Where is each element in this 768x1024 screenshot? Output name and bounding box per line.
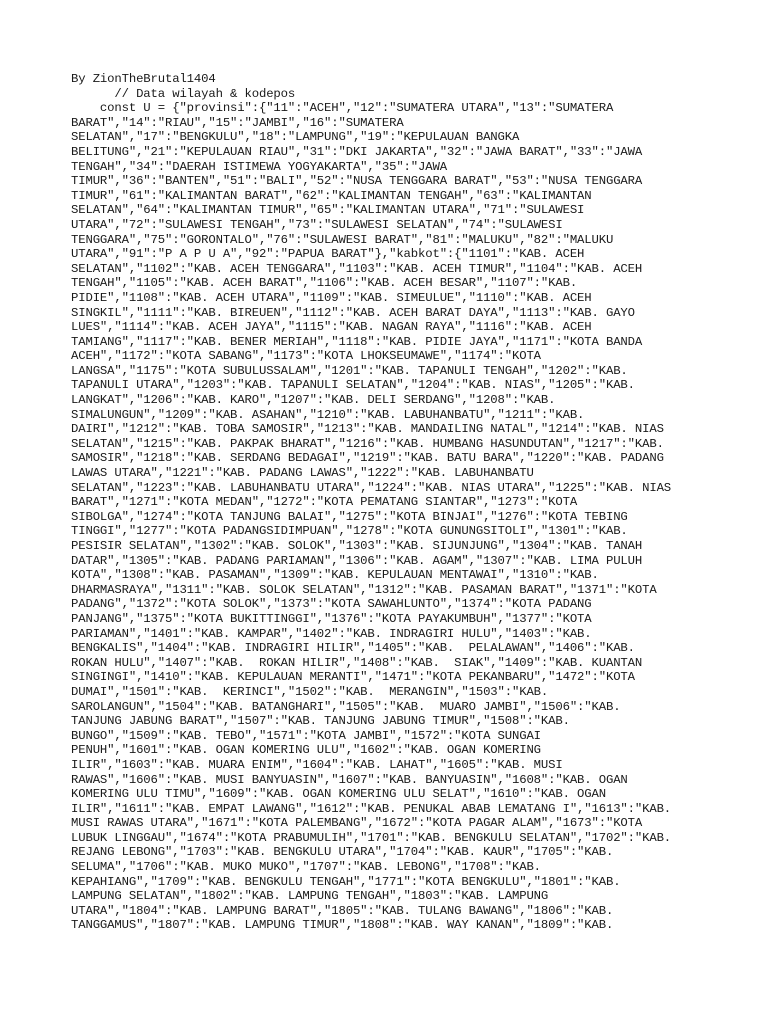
document-page — [71, 72, 711, 933]
code-line: KOTA","1308":"KAB. PASAMAN","1309":"KAB. KEPULAUAN MENTAWAI","1310":"KAB. — [71, 568, 599, 583]
code-comment: // Data wilayah & kodepos — [71, 86, 296, 101]
code-line: KOMERING ULU TIMU","1609":"KAB. OGAN KOMERING ULU SELAT","1610":"KAB. OGAN — [71, 787, 606, 802]
code-line: DAIRI","1212":"KAB. TOBA SAMOSIR","1213":"KAB. MANDAILING NATAL","1214":"KAB. NIAS — [71, 422, 664, 437]
code-line: SELATAN","64":"KALIMANTAN TIMUR","65":"KALIMANTAN UTARA","71":"SULAWESI — [71, 203, 585, 218]
code-line: BENGKALIS","1404":"KAB. INDRAGIRI HILIR","1405":"KAB. PELALAWAN","1406":"KAB. — [71, 641, 635, 656]
code-line: BARAT","1271":"KOTA MEDAN","1272":"KOTA PEMATANG SIANTAR","1273":"KOTA — [71, 495, 578, 510]
code-line: SAROLANGUN","1504":"KAB. BATANGHARI","1505":"KAB. MUARO JAMBI","1506":"KAB. — [71, 699, 621, 714]
code-line: const U = {"provinsi":{"11":"ACEH","12":"SUMATERA UTARA","13":"SUMATERA — [71, 101, 614, 116]
code-line: PIDIE","1108":"KAB. ACEH UTARA","1109":"KAB. SIMEULUE","1110":"KAB. ACEH — [71, 290, 592, 305]
code-line: SELATAN","1215":"KAB. PAKPAK BHARAT","1216":"KAB. HUMBANG HASUNDUTAN","1217":"KAB. — [71, 436, 664, 451]
code-line: LUES","1114":"KAB. ACEH JAYA","1115":"KAB. NAGAN RAYA","1116":"KAB. ACEH — [71, 320, 592, 335]
code-line: LAMPUNG SELATAN","1802":"KAB. LAMPUNG TENGAH","1803":"KAB. LAMPUNG — [71, 889, 549, 904]
code-line: LAWAS UTARA","1221":"KAB. PADANG LAWAS","1222":"KAB. LABUHANBATU — [71, 466, 534, 481]
code-line: UTARA","91":"P A P U A","92":"PAPUA BARAT"},"kabkot":{"1101":"KAB. ACEH — [71, 247, 585, 262]
code-line: DHARMASRAYA","1311":"KAB. SOLOK SELATAN","1312":"KAB. PASAMAN BARAT","1371":"KOTA — [71, 582, 657, 597]
code-line: DATAR","1305":"KAB. PADANG PARIAMAN","1306":"KAB. AGAM","1307":"KAB. LIMA PULUH — [71, 553, 643, 568]
code-line: PADANG","1372":"KOTA SOLOK","1373":"KOTA SAWAHLUNTO","1374":"KOTA PADANG — [71, 597, 592, 612]
code-line: UTARA","72":"SULAWESI TENGAH","73":"SULAWESI SELATAN","74":"SULAWESI — [71, 217, 563, 232]
code-line: TINGGI","1277":"KOTA PADANGSIDIMPUAN","1278":"KOTA GUNUNGSITOLI","1301":"KAB. — [71, 524, 628, 539]
code-line: SELATAN","1223":"KAB. LABUHANBATU UTARA","1224":"KAB. NIAS UTARA","1225":"KAB. NIAS — [71, 480, 672, 495]
code-line: ILIR","1611":"KAB. EMPAT LAWANG","1612":"KAB. PENUKAL ABAB LEMATANG I","1613":"KAB. — [71, 801, 672, 816]
code-line: MUSI RAWAS UTARA","1671":"KOTA PALEMBANG","1672":"KOTA PAGAR ALAM","1673":"KOTA — [71, 816, 643, 831]
code-line: SAMOSIR","1218":"KAB. SERDANG BEDAGAI","1219":"KAB. BATU BARA","1220":"KAB. PADANG — [71, 451, 664, 466]
code-line: UTARA","1804":"KAB. LAMPUNG BARAT","1805":"KAB. TULANG BAWANG","1806":"KAB. — [71, 903, 614, 918]
code-line: ILIR","1603":"KAB. MUARA ENIM","1604":"KAB. LAHAT","1605":"KAB. MUSI — [71, 757, 563, 772]
code-line: BUNGO","1509":"KAB. TEBO","1571":"KOTA JAMBI","1572":"KOTA SUNGAI — [71, 728, 541, 743]
code-line: RAWAS","1606":"KAB. MUSI BANYUASIN","1607":"KAB. BANYUASIN","1608":"KAB. OGAN — [71, 772, 628, 787]
code-line: LANGKAT","1206":"KAB. KARO","1207":"KAB. DELI SERDANG","1208":"KAB. — [71, 393, 556, 408]
code-line: TANGGAMUS","1807":"KAB. LAMPUNG TIMUR","1808":"KAB. WAY KANAN","1809":"KAB. — [71, 918, 614, 933]
code-line: PANJANG","1375":"KOTA BUKITTINGGI","1376":"KOTA PAYAKUMBUH","1377":"KOTA — [71, 611, 592, 626]
code-line: SIMALUNGUN","1209":"KAB. ASAHAN","1210":"KAB. LABUHANBATU","1211":"KAB. — [71, 407, 585, 422]
code-line: BELITUNG","21":"KEPULAUAN RIAU","31":"DKI JAKARTA","32":"JAWA BARAT","33":"JAWA — [71, 144, 643, 159]
code-line: SINGKIL","1111":"KAB. BIREUEN","1112":"KAB. ACEH BARAT DAYA","1113":"KAB. GAYO — [71, 305, 635, 320]
code-line: TENGGARA","75":"GORONTALO","76":"SULAWESI BARAT","81":"MALUKU","82":"MALUKU — [71, 232, 614, 247]
code-line: KEPAHIANG","1709":"KAB. BENGKULU TENGAH","1771":"KOTA BENGKULU","1801":"KAB. — [71, 874, 621, 889]
code-line: ROKAN HULU","1407":"KAB. ROKAN HILIR","1408":"KAB. SIAK","1409":"KAB. KUANTAN — [71, 655, 643, 670]
code-line: PENUH","1601":"KAB. OGAN KOMERING ULU","1602":"KAB. OGAN KOMERING — [71, 743, 541, 758]
code-line: TENGAH","1105":"KAB. ACEH BARAT","1106":"KAB. ACEH BESAR","1107":"KAB. — [71, 276, 578, 291]
code-line: TANJUNG JABUNG BARAT","1507":"KAB. TANJUNG JABUNG TIMUR","1508":"KAB. — [71, 714, 570, 729]
code-line: BARAT","14":"RIAU","15":"JAMBI","16":"SUMATERA — [71, 115, 404, 130]
code-line: SELATAN","1102":"KAB. ACEH TENGGARA","1103":"KAB. ACEH TIMUR","1104":"KAB. ACEH — [71, 261, 643, 276]
code-line: PESISIR SELATAN","1302":"KAB. SOLOK","1303":"KAB. SIJUNJUNG","1304":"KAB. TANAH — [71, 539, 643, 553]
code-line: DUMAI","1501":"KAB. KERINCI","1502":"KAB. MERANGIN","1503":"KAB. — [71, 684, 549, 699]
code-line: TENGAH","34":"DAERAH ISTIMEWA YOGYAKARTA","35":"JAWA — [71, 159, 447, 174]
code-line: TIMUR","61":"KALIMANTAN BARAT","62":"KALIMANTAN TENGAH","63":"KALIMANTAN — [71, 188, 592, 203]
code-line: SELUMA","1706":"KAB. MUKO MUKO","1707":"KAB. LEBONG","1708":"KAB. — [71, 860, 541, 875]
code-line: PARIAMAN","1401":"KAB. KAMPAR","1402":"KAB. INDRAGIRI HULU","1403":"KAB. — [71, 626, 592, 641]
code-line: SINGINGI","1410":"KAB. KEPULAUAN MERANTI","1471":"KOTA PEKANBARU","1472":"KOTA — [71, 670, 635, 685]
code-line: TAPANULI UTARA","1203":"KAB. TAPANULI SELATAN","1204":"KAB. NIAS","1205":"KAB. — [71, 378, 635, 393]
code-line: TAMIANG","1117":"KAB. BENER MERIAH","1118":"KAB. PIDIE JAYA","1171":"KOTA BANDA — [71, 334, 643, 349]
code-line: LANGSA","1175":"KOTA SUBULUSSALAM","1201":"KAB. TAPANULI TENGAH","1202":"KAB. — [71, 363, 628, 378]
code-line: REJANG LEBONG","1703":"KAB. BENGKULU UTARA","1704":"KAB. KAUR","1705":"KAB. — [71, 845, 614, 860]
code-line: SELATAN","17":"BENGKULU","18":"LAMPUNG","19":"KEPULAUAN BANGKA — [71, 130, 520, 145]
code-line: ACEH","1172":"KOTA SABANG","1173":"KOTA LHOKSEUMAWE","1174":"KOTA — [71, 349, 541, 364]
code-line: SIBOLGA","1274":"KOTA TANJUNG BALAI","1275":"KOTA BINJAI","1276":"KOTA TEBING — [71, 509, 628, 524]
code-line: LUBUK LINGGAU","1674":"KOTA PRABUMULIH","1701":"KAB. BENGKULU SELATAN","1702":"KAB. — [71, 830, 672, 845]
code-line: TIMUR","36":"BANTEN","51":"BALI","52":"NUSA TENGGARA BARAT","53":"NUSA TENGGARA — [71, 174, 643, 189]
author-line: By ZionTheBrutal1404 — [71, 72, 216, 86]
